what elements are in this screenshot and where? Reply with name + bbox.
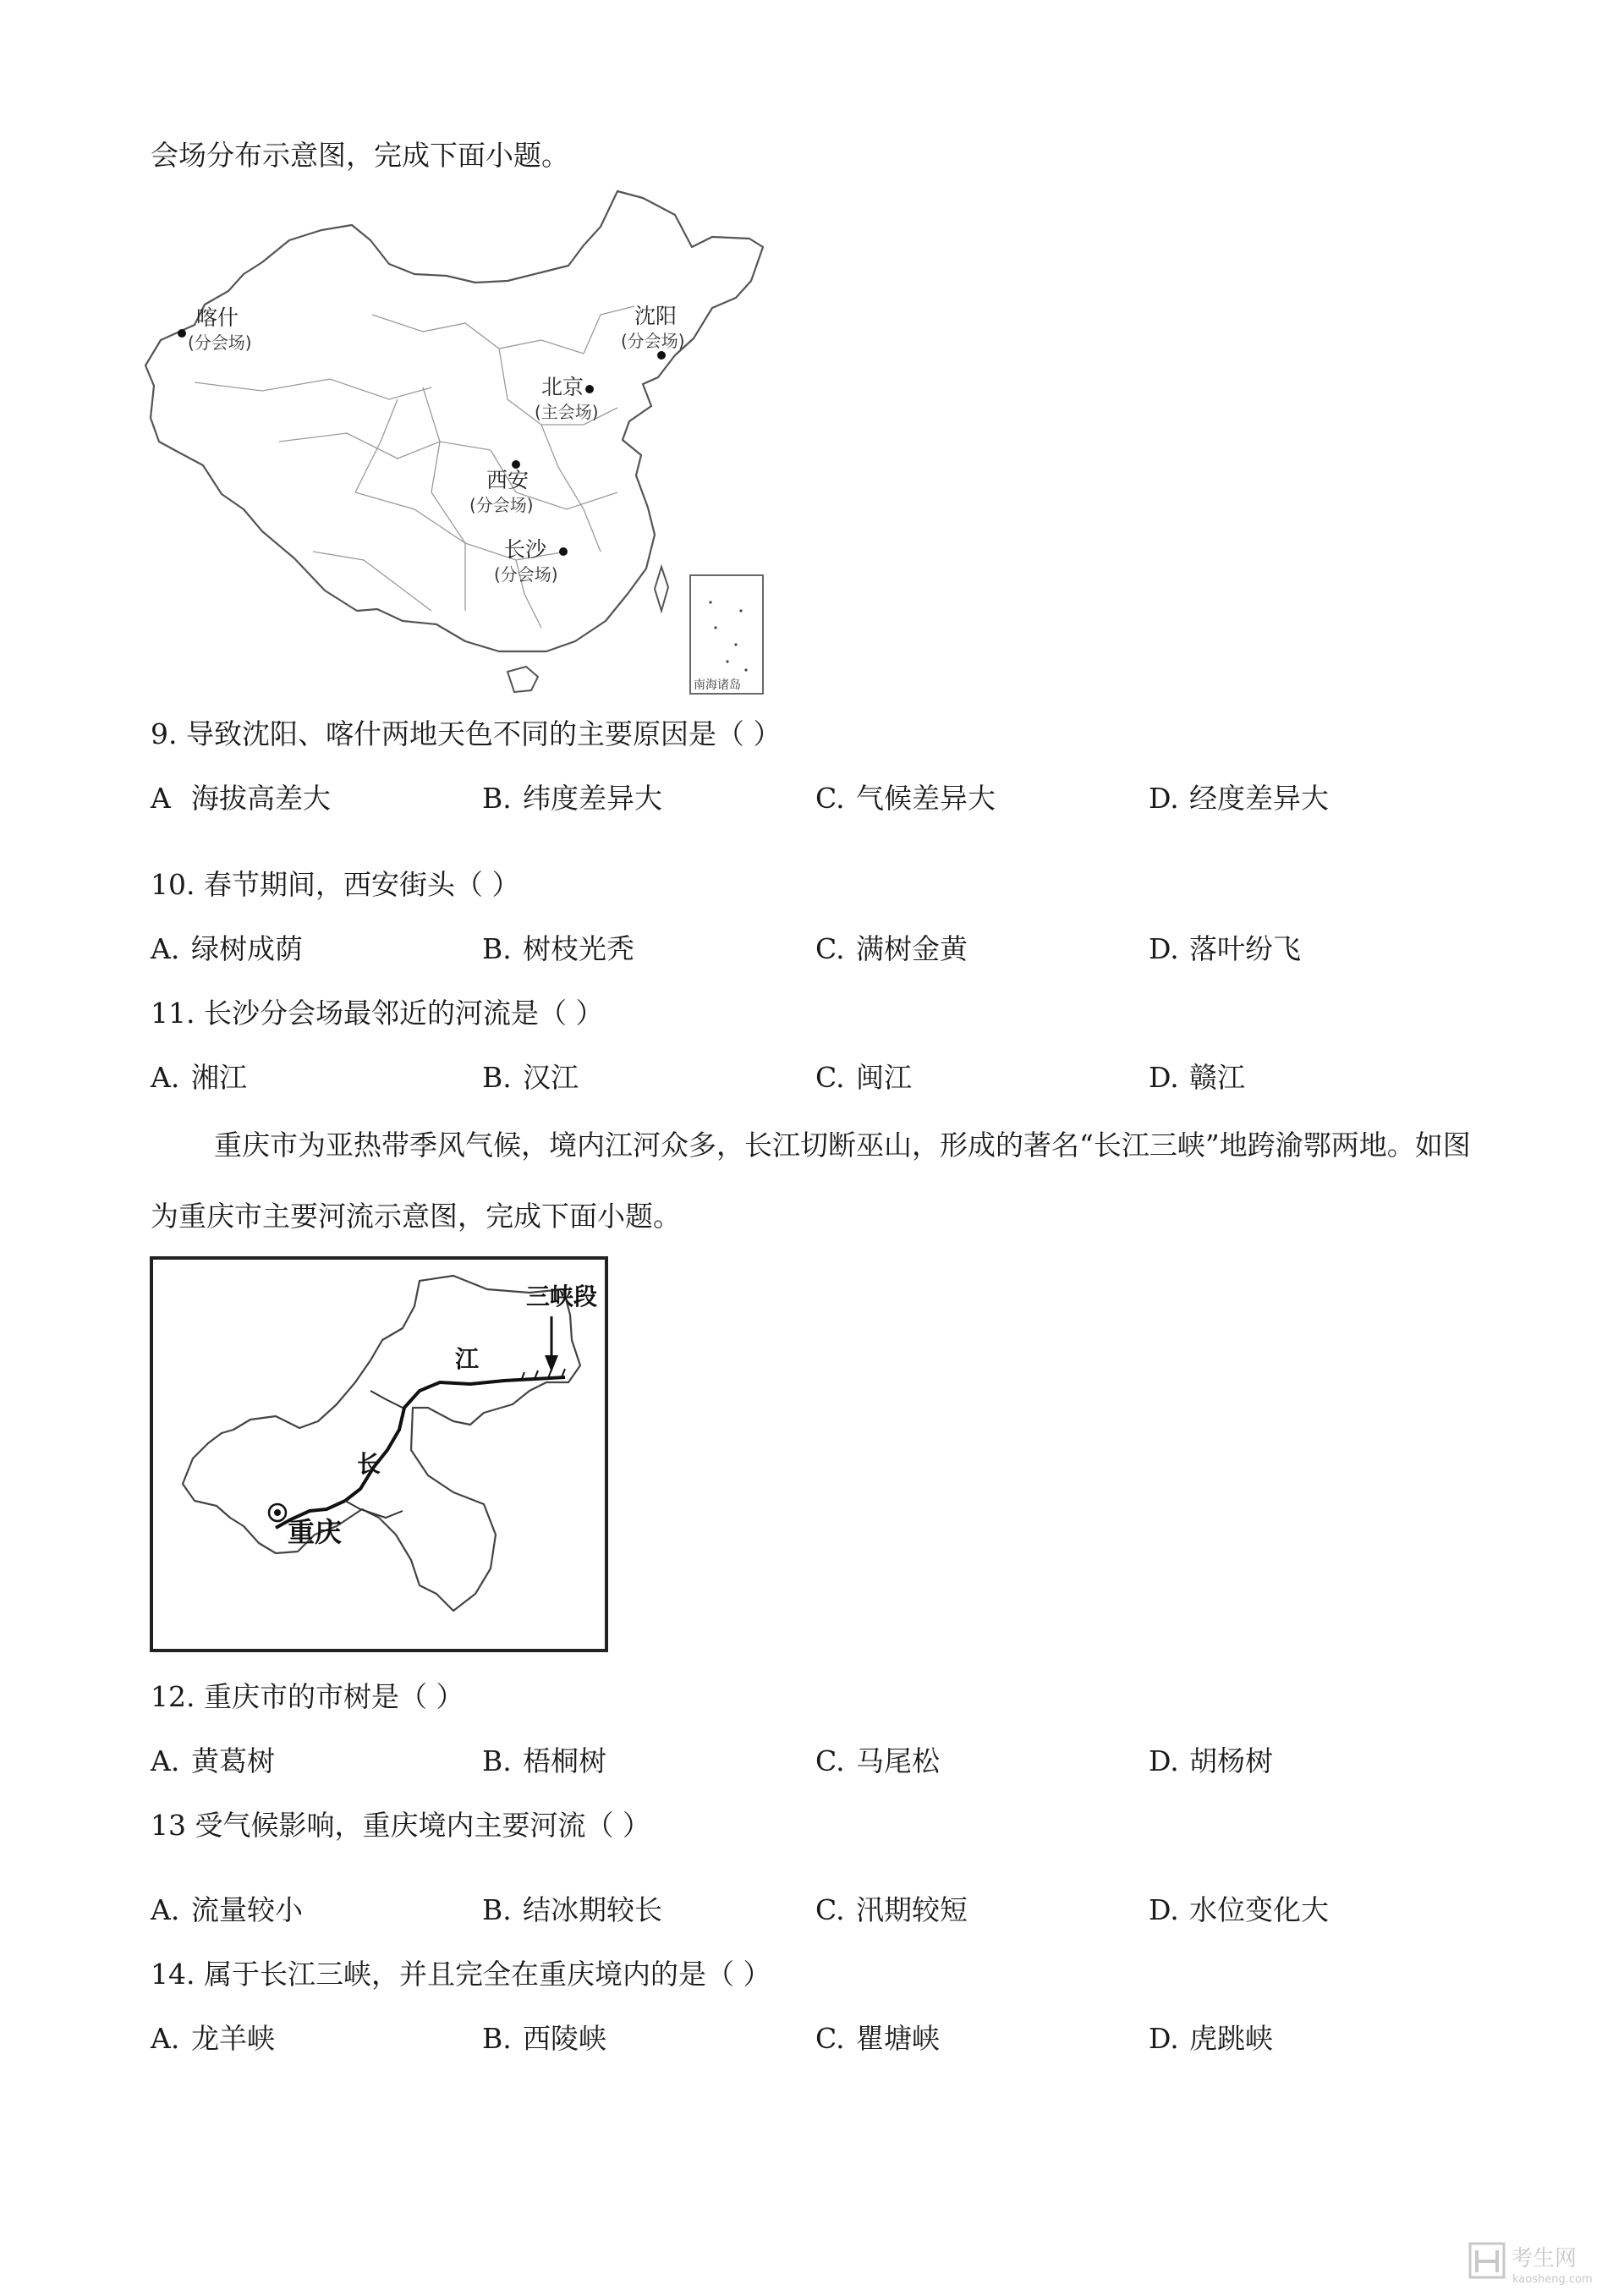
hainan-island — [508, 667, 538, 692]
beijing-dot — [585, 385, 594, 393]
city-kashgar-role: (分会场) — [188, 332, 252, 353]
q11-options — [151, 1059, 1504, 1096]
shenyang-dot — [657, 351, 666, 360]
q10-option-a[interactable]: A. 绿树成荫 — [151, 932, 303, 965]
q10-option-c[interactable]: C. 满树金黄 — [815, 932, 968, 965]
city-beijing-role: (主会场) — [535, 402, 599, 422]
q10-options — [151, 931, 1504, 968]
passage-chongqing: 重庆市为亚热带季风气候，境内江河众多，长江切断巫山，形成的著名“长江三峡”地跨渝鄂两地。如图为重庆市主要河流示意图，完成下面小题。 — [151, 1129, 1471, 1233]
q13-option-b[interactable]: B. 结冰期较长 — [482, 1893, 662, 1926]
q13-option-a[interactable]: A. 流量较小 — [151, 1893, 303, 1926]
q13-stem: 13 受气候影响，重庆境内主要河流（ ） — [151, 1809, 650, 1842]
label-chang: 长 — [357, 1450, 381, 1478]
q11-option-c[interactable]: C. 闽江 — [815, 1061, 912, 1094]
q12-option-a[interactable]: A. 黄葛树 — [151, 1744, 275, 1777]
south-china-sea-inset — [690, 575, 763, 694]
q12-option-d[interactable]: D. 胡杨树 — [1149, 1744, 1273, 1777]
q14-options — [151, 2020, 1504, 2057]
q14-option-c[interactable]: C. 瞿塘峡 — [815, 2022, 940, 2055]
taiwan-island — [655, 567, 668, 611]
q9-option-c[interactable]: C. 气候差异大 — [815, 782, 996, 815]
intro-line: 会场分布示意图，完成下面小题。 — [151, 139, 569, 172]
q14-option-a[interactable]: A. 龙羊峡 — [151, 2022, 275, 2055]
q9-option-d[interactable]: D. 经度差异大 — [1149, 782, 1329, 815]
watermark-domain: kaosheng.com — [1512, 2273, 1593, 2286]
q12-option-c[interactable]: C. 马尾松 — [815, 1744, 940, 1777]
q9-option-a[interactable]: A 海拔高差大 — [151, 782, 331, 815]
city-beijing: 北京 — [541, 375, 584, 399]
q10-stem: 10. 春节期间，西安街头（ ） — [151, 868, 520, 901]
label-jiang: 江 — [455, 1345, 480, 1373]
q12-options — [151, 1743, 1504, 1780]
q11-option-d[interactable]: D. 赣江 — [1149, 1061, 1245, 1094]
china-venue-map — [144, 188, 787, 704]
city-shenyang: 沈阳 — [634, 304, 678, 328]
q13-option-d[interactable]: D. 水位变化大 — [1149, 1893, 1329, 1926]
q12-stem: 12. 重庆市的市树是（ ） — [151, 1680, 464, 1713]
city-kashgar: 喀什 — [196, 305, 239, 330]
city-changsha-role: (分会场) — [494, 564, 558, 585]
inset-label: 南海诸岛 — [694, 678, 741, 692]
watermark-brand: 考生网 — [1511, 2246, 1577, 2271]
q13-option-c[interactable]: C. 汛期较短 — [815, 1893, 968, 1926]
q11-option-b[interactable]: B. 汉江 — [482, 1061, 579, 1094]
label-gorges: 三峡段 — [526, 1283, 598, 1310]
q9-options — [151, 780, 1504, 817]
q10-option-d[interactable]: D. 落叶纷飞 — [1149, 932, 1301, 965]
changsha-dot — [559, 547, 568, 556]
q10-option-b[interactable]: B. 树枝光秃 — [482, 932, 634, 965]
q13-options — [151, 1892, 1504, 1929]
q12-option-b[interactable]: B. 梧桐树 — [482, 1744, 606, 1777]
q11-option-a[interactable]: A. 湘江 — [151, 1061, 247, 1094]
city-changsha: 长沙 — [504, 537, 547, 562]
q11-stem: 11. 长沙分会场最邻近的河流是（ ） — [151, 997, 604, 1030]
chongqing-river-map — [149, 1255, 611, 1655]
q9-stem: 9. 导致沈阳、喀什两地天色不同的主要原因是（ ） — [151, 717, 782, 750]
q14-stem: 14. 属于长江三峡，并且完全在重庆境内的是（ ） — [151, 1958, 771, 1991]
kashgar-dot — [178, 329, 186, 338]
china-outline — [145, 191, 763, 651]
city-xian: 西安 — [486, 468, 529, 492]
q14-option-d[interactable]: D. 虎跳峡 — [1149, 2022, 1273, 2055]
city-shenyang-role: (分会场) — [621, 331, 685, 351]
label-chongqing: 重庆 — [288, 1516, 343, 1548]
kaosheng-watermark — [1468, 2238, 1621, 2289]
city-xian-role: (分会场) — [469, 495, 534, 515]
q14-option-b[interactable]: B. 西陵峡 — [482, 2022, 606, 2055]
q9-option-b[interactable]: B. 纬度差异大 — [482, 782, 662, 815]
